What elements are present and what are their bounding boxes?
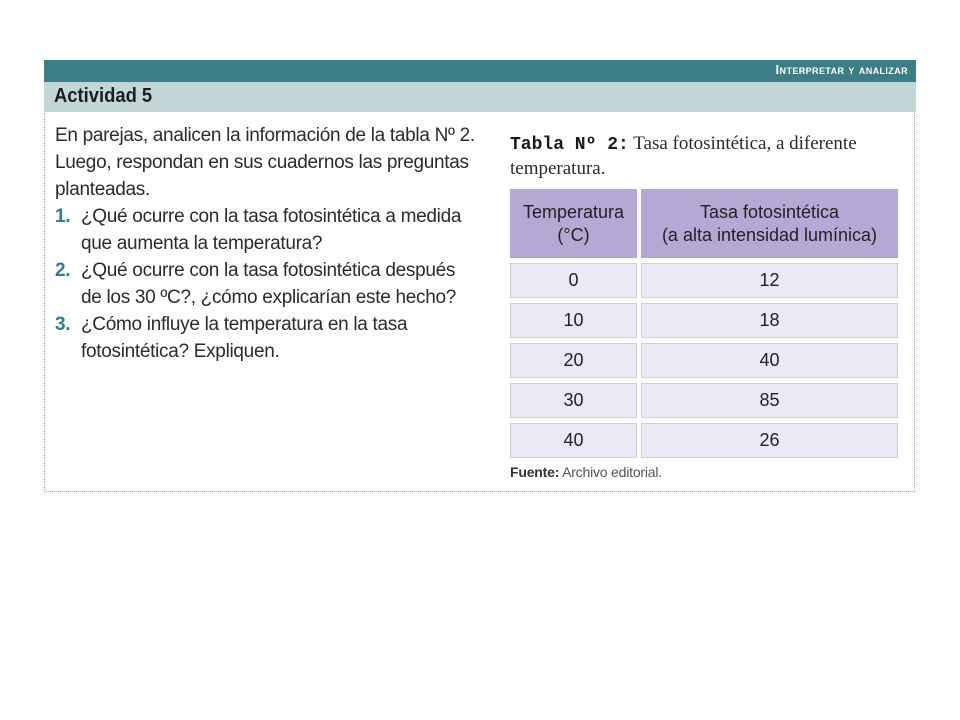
table-cell: 0	[510, 263, 637, 298]
table-cell: 30	[510, 383, 637, 418]
question-text: ¿Cómo influye la temperatura en la tasa fotosintética? Expliquen.	[81, 314, 408, 362]
question-item	[55, 257, 475, 311]
table-cell: 20	[510, 343, 637, 378]
table-caption-text: Tasa fotosintética, a diferente temperatura.	[510, 133, 857, 179]
header-line: Tasa fotosintética	[699, 201, 840, 222]
question-item	[55, 311, 475, 365]
source-text: Archivo editorial.	[562, 464, 662, 480]
table-caption	[510, 132, 902, 181]
table-cell: 12	[641, 263, 898, 298]
table-caption-label: Tabla Nº 2:	[510, 135, 629, 155]
question-item	[55, 203, 475, 257]
table-cell: 40	[510, 423, 637, 458]
table-row	[510, 263, 898, 298]
question-number: 2.	[55, 260, 71, 281]
header-line: Temperatura	[522, 201, 625, 222]
question-number: 1.	[55, 206, 71, 227]
activity-card	[44, 60, 915, 492]
source-label: Fuente:	[510, 464, 560, 480]
header-photosynthetic-rate	[641, 189, 898, 258]
table-cell: 85	[641, 383, 898, 418]
activity-title-bar	[44, 82, 916, 112]
activity-title: Actividad 5	[54, 85, 153, 107]
table-row	[510, 343, 898, 378]
question-number: 3.	[55, 314, 71, 335]
table-row	[510, 423, 898, 458]
table-row	[510, 303, 898, 338]
table-row	[510, 383, 898, 418]
table-cell: 10	[510, 303, 637, 338]
question-text: ¿Qué ocurre con la tasa fotosintética después de los 30 ºC?, ¿cómo explicarían este hecho?	[81, 260, 457, 308]
photosynthesis-table	[506, 184, 902, 463]
table-cell: 40	[641, 343, 898, 378]
table-cell: 18	[641, 303, 898, 338]
question-text: ¿Qué ocurre con la tasa fotosintética a medida que aumenta la temperatura?	[81, 206, 462, 254]
question-list	[55, 203, 475, 365]
banner-label: Interpretar y analizar	[775, 62, 908, 77]
instructions	[55, 122, 475, 365]
header-temperature	[510, 189, 637, 258]
header-line: (a alta intensidad lumínica)	[661, 224, 878, 245]
table-block	[510, 132, 902, 480]
instructions-intro: En parejas, analicen la información de la tabla Nº 2. Luego, respondan en sus cuadernos las preguntas planteadas.	[55, 125, 475, 200]
section-banner	[44, 60, 916, 82]
header-line: (°C)	[557, 224, 590, 245]
table-cell: 26	[641, 423, 898, 458]
table-source	[510, 464, 902, 480]
table-header-row	[510, 189, 898, 258]
